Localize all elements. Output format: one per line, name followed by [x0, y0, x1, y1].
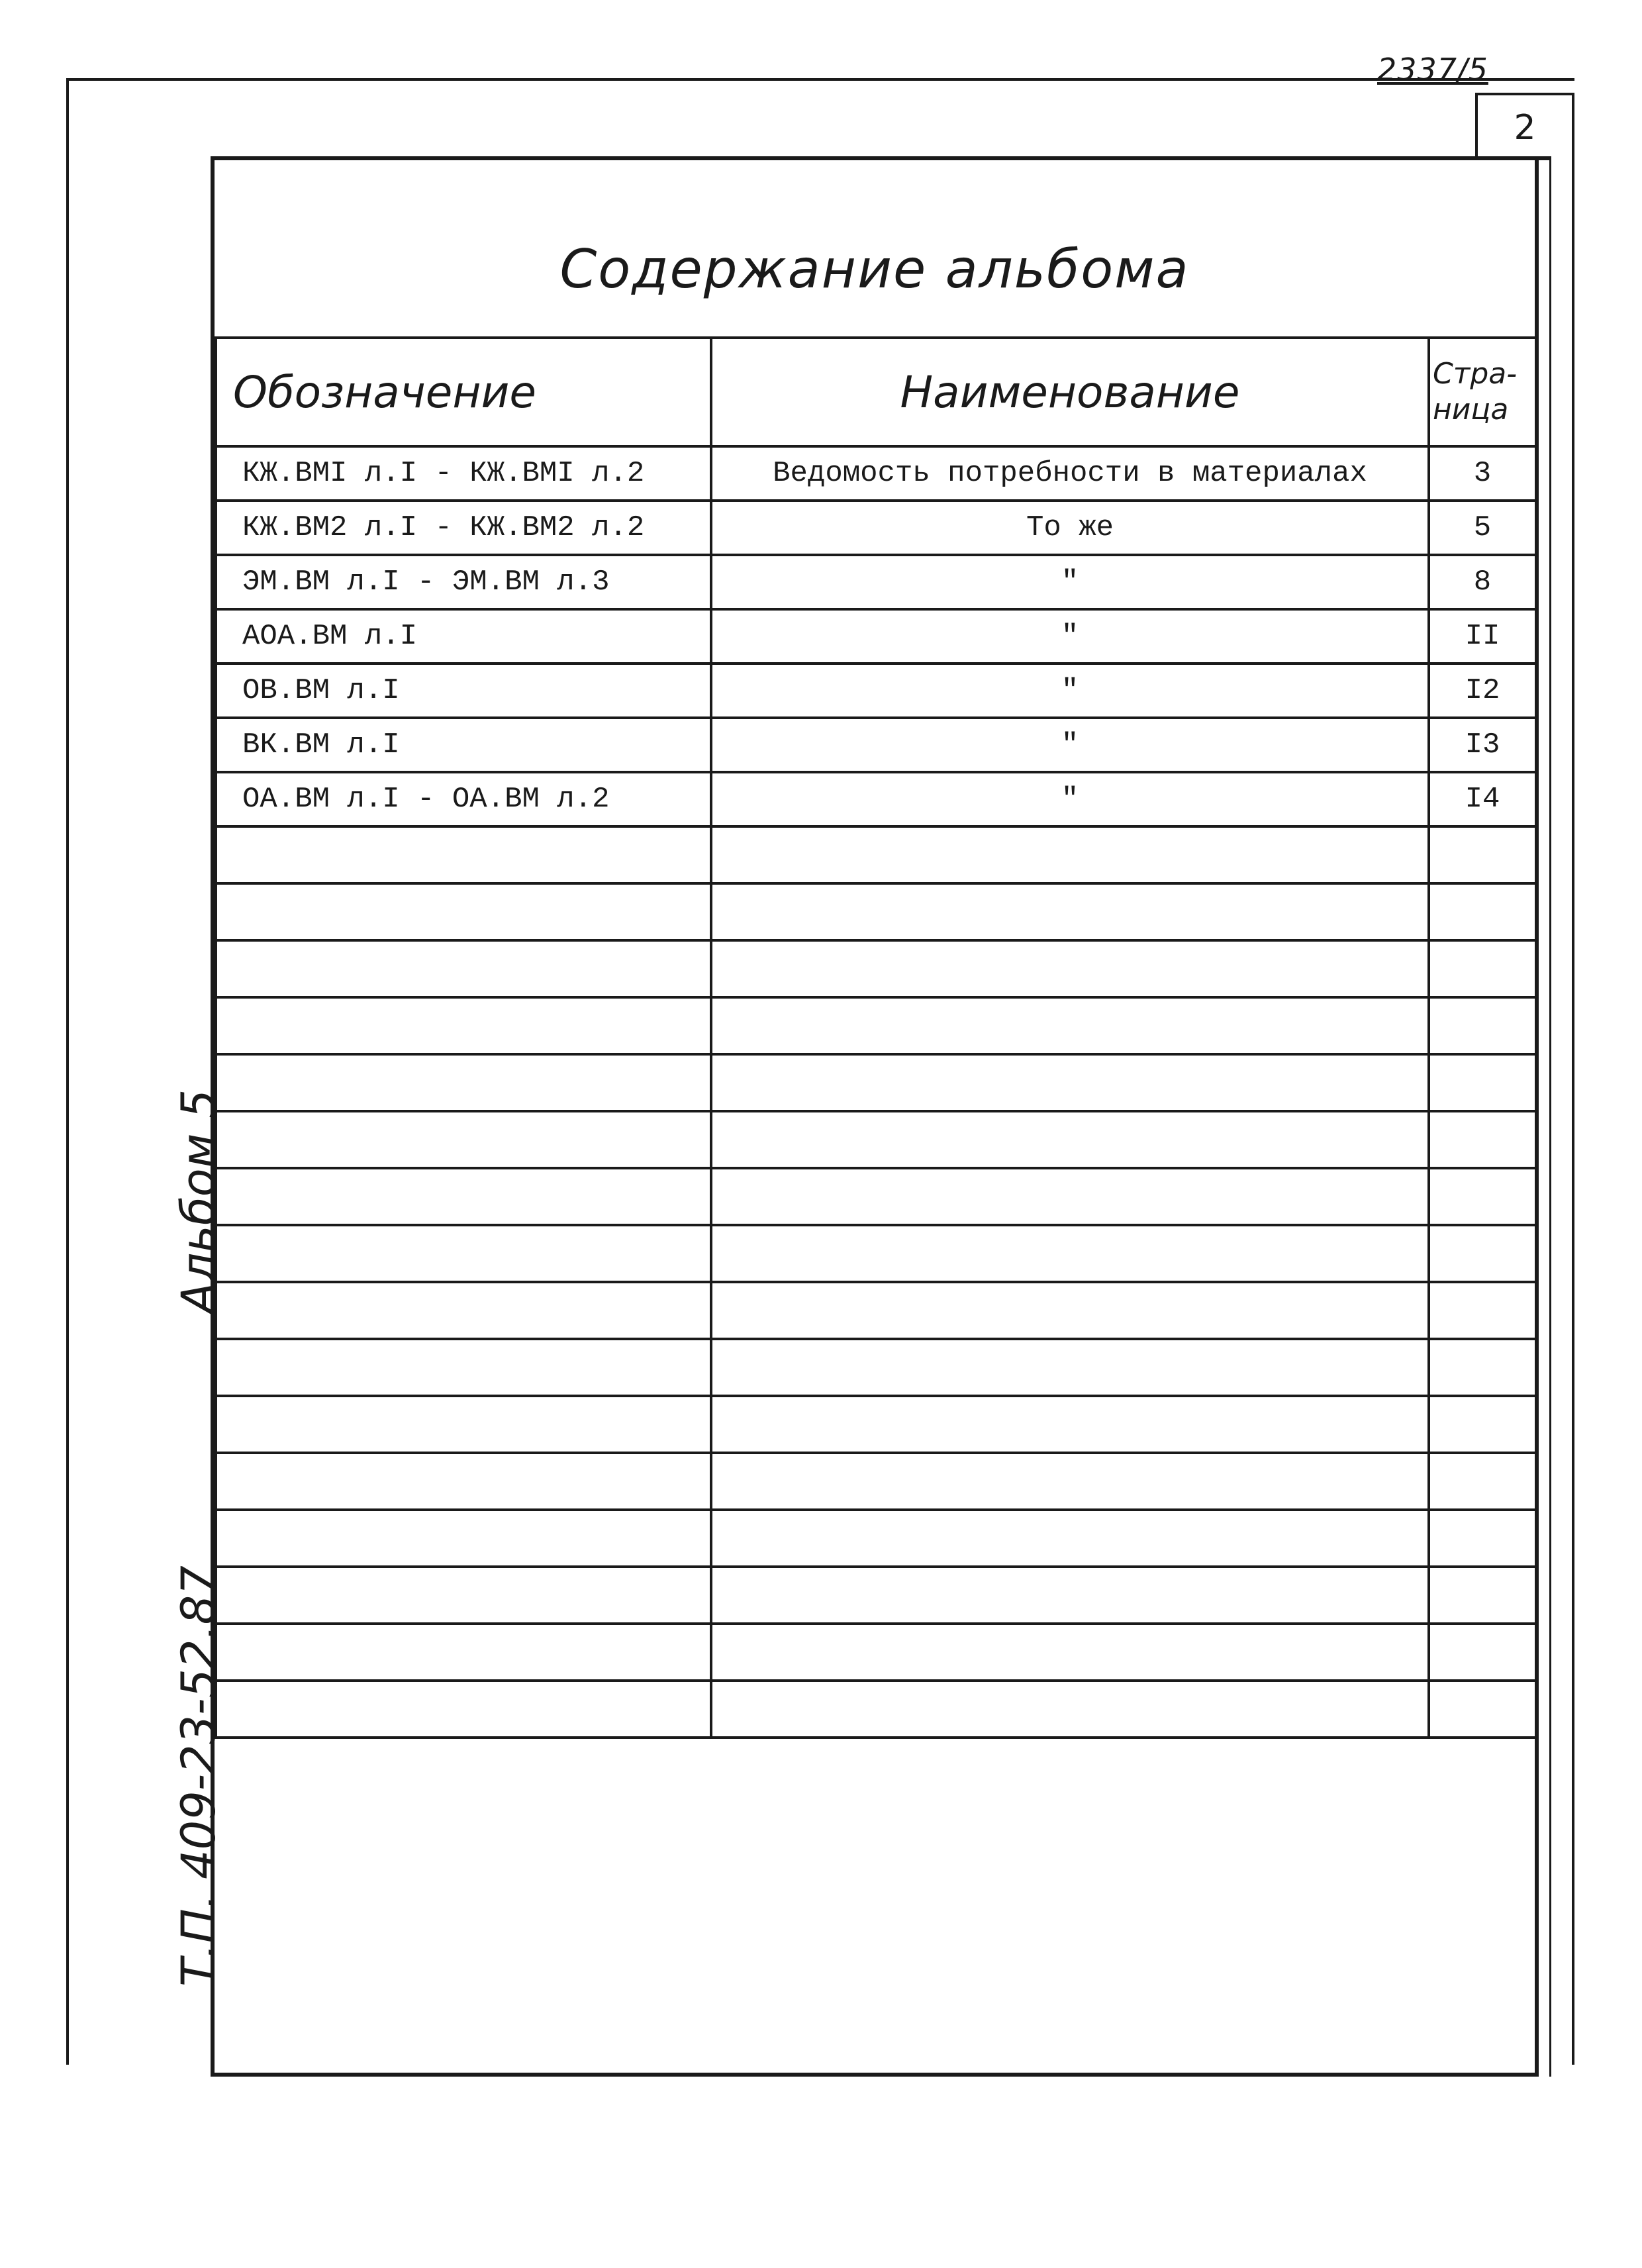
page-title: Содержание альбома: [559, 238, 1190, 300]
empty-row: [216, 1282, 1536, 1339]
row-page: I4: [1429, 772, 1536, 826]
row-name: ": [711, 609, 1429, 664]
page-box-top: [1475, 93, 1574, 95]
row-designation: ЭМ.ВМ л.I - ЭМ.ВМ л.3: [216, 555, 711, 609]
header-page: Стра-ница: [1429, 338, 1536, 446]
page-box-right: [1572, 93, 1574, 159]
contents-table: [215, 336, 1537, 1739]
empty-row: [216, 1168, 1536, 1225]
empty-row: [216, 1339, 1536, 1396]
row-designation: ОА.ВМ л.I - ОА.ВМ л.2: [216, 772, 711, 826]
row-page: 3: [1429, 446, 1536, 501]
row-page: 8: [1429, 555, 1536, 609]
inner-frame-top: [211, 156, 1551, 160]
table-row: [216, 664, 1536, 718]
empty-row: [216, 1567, 1536, 1624]
page-number: 2: [1514, 108, 1536, 148]
project-designation: Т.П. 409-23-52.87: [171, 1565, 226, 1987]
table-row: [216, 609, 1536, 664]
empty-row: [216, 1510, 1536, 1567]
table-row: [216, 555, 1536, 609]
row-name: ": [711, 664, 1429, 718]
sheet-frame-top: [66, 78, 1574, 81]
sheet-frame-right: [1572, 98, 1574, 2065]
table-row: [216, 718, 1536, 772]
sheet-frame-left: [66, 78, 69, 2065]
table-row: [216, 772, 1536, 826]
empty-row: [216, 1624, 1536, 1681]
empty-row: [216, 826, 1536, 883]
empty-row: [216, 1453, 1536, 1510]
inner-frame-right-outer: [1549, 156, 1551, 2077]
row-page: I3: [1429, 718, 1536, 772]
empty-row: [216, 1225, 1536, 1282]
empty-row: [216, 997, 1536, 1054]
row-name: Ведомость потребности в материалах: [711, 446, 1429, 501]
row-name: ": [711, 555, 1429, 609]
sheet-code: 2337/5: [1377, 52, 1488, 87]
row-page: II: [1429, 609, 1536, 664]
row-name: ": [711, 718, 1429, 772]
table-header-row: [216, 338, 1536, 446]
row-designation: ОВ.ВМ л.I: [216, 664, 711, 718]
row-page: 5: [1429, 501, 1536, 555]
empty-row: [216, 1111, 1536, 1168]
header-designation: Обозначение: [216, 338, 711, 446]
table-row: [216, 501, 1536, 555]
row-name: ": [711, 772, 1429, 826]
row-designation: КЖ.ВМI л.I - КЖ.ВМI л.2: [216, 446, 711, 501]
row-designation: ВК.ВМ л.I: [216, 718, 711, 772]
row-page: I2: [1429, 664, 1536, 718]
row-designation: АОА.ВМ л.I: [216, 609, 711, 664]
empty-row: [216, 883, 1536, 940]
inner-frame-bottom: [211, 2073, 1539, 2077]
table-row: [216, 446, 1536, 501]
empty-row: [216, 940, 1536, 997]
empty-row: [216, 1396, 1536, 1453]
empty-row: [216, 1681, 1536, 1738]
row-designation: КЖ.ВМ2 л.I - КЖ.ВМ2 л.2: [216, 501, 711, 555]
album-label: Альбом 5: [171, 1089, 226, 1314]
row-name: То же: [711, 501, 1429, 555]
empty-row: [216, 1054, 1536, 1111]
header-name: Наименование: [711, 338, 1429, 446]
